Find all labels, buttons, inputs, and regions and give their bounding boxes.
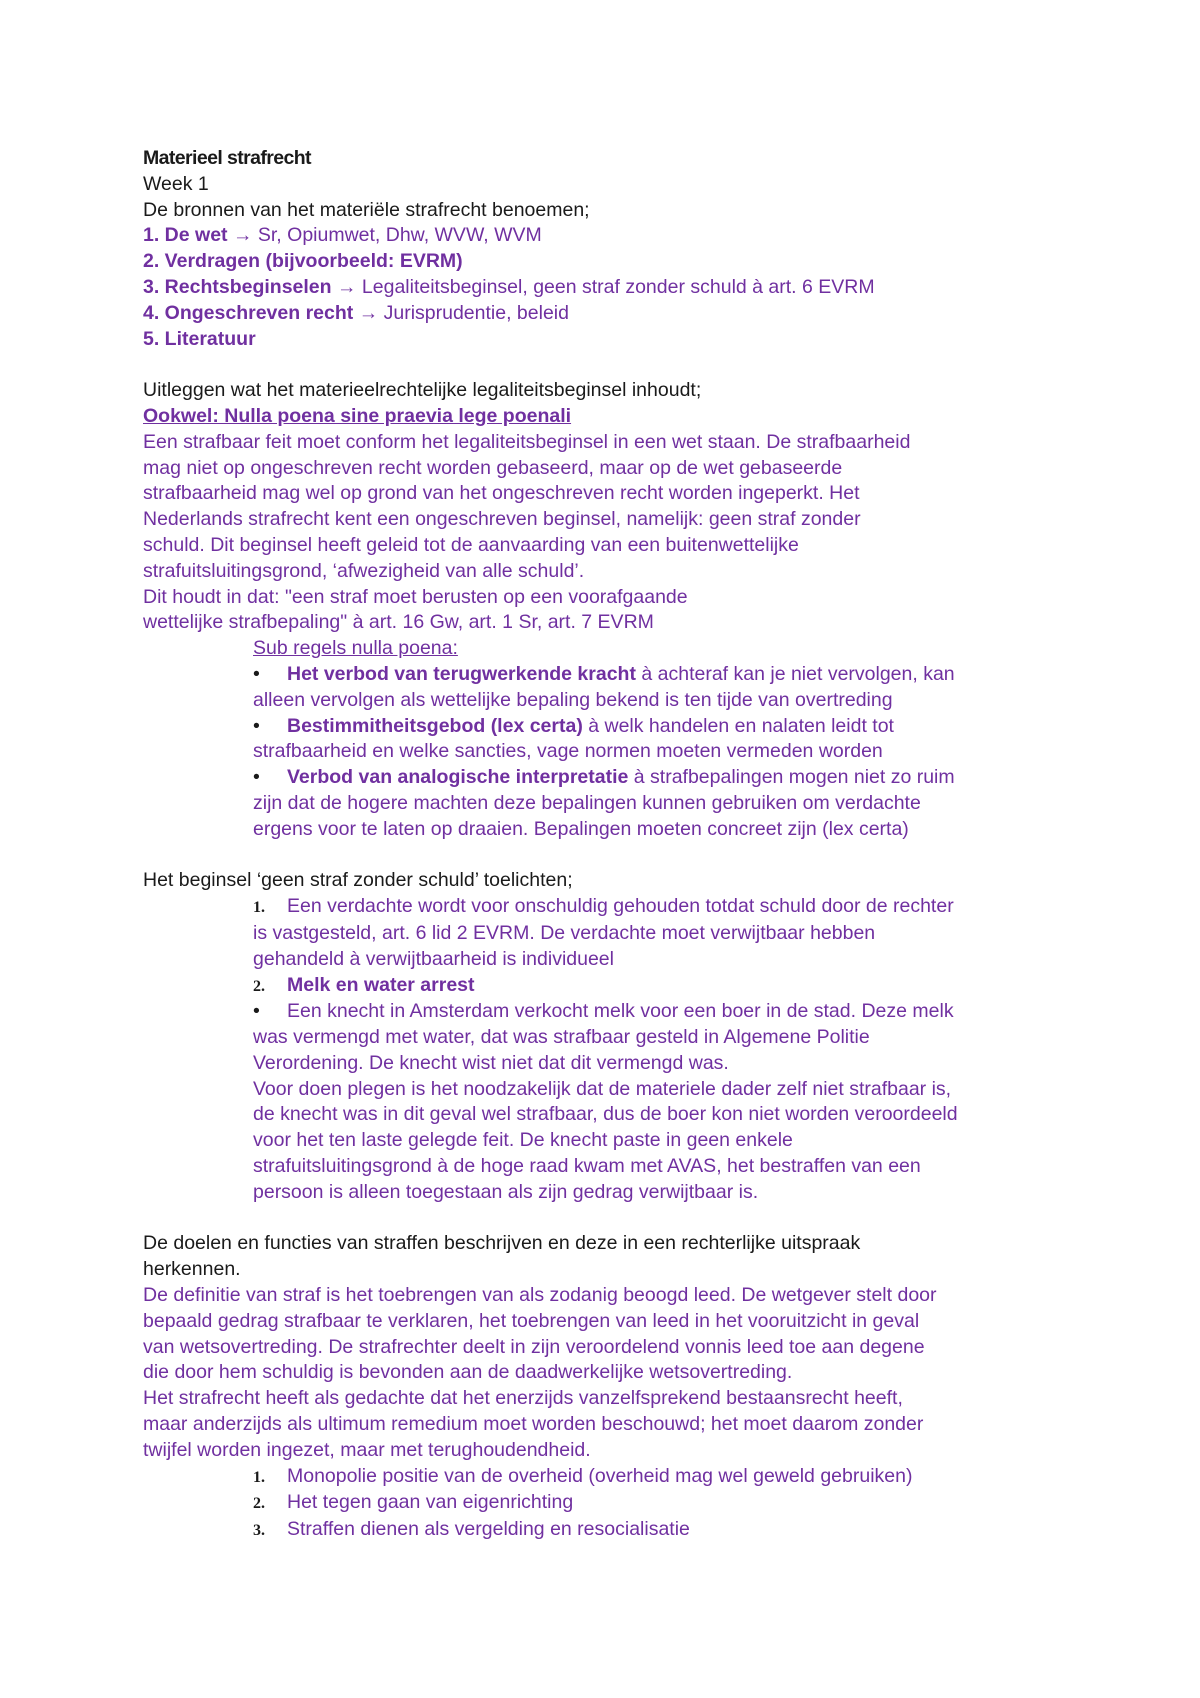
paragraph-line: strafbaarheid mag wel op grond van het ongeschreven recht worden ingeperkt. Het <box>143 482 860 505</box>
list-item <box>143 301 1073 327</box>
section-heading-goals-of-punishment: De doelen en functies van straffen beschrijven en deze in een rechterlijke uitspraak <box>143 1232 861 1255</box>
document-title: Materieel strafrecht <box>143 147 311 169</box>
item-text: Straffen dienen als vergelding en resocialisatie <box>287 1518 690 1541</box>
list-item-title: 5. Literatuur <box>143 327 256 350</box>
item-number: 1. <box>253 1468 265 1486</box>
paragraph-line: persoon is alleen toegestaan als zijn gedrag verwijtbaar is. <box>253 1180 759 1203</box>
paragraph-line: Een strafbaar feit moet conform het legaliteitsbeginsel in een wet staan. De strafbaarheid <box>143 430 911 453</box>
section-heading-legality: Uitleggen wat het materieelrechtelijke legaliteitsbeginsel inhoudt; <box>143 379 702 402</box>
numbered-item <box>143 894 1073 921</box>
bullet-title: Verbod van analogische interpretatie <box>287 766 629 789</box>
list-item-title: 2. Verdragen (bijvoorbeeld: EVRM) <box>143 250 463 273</box>
item-title: Melk en water arrest <box>287 973 475 996</box>
paragraph-line: voor het ten laste gelegde feit. De knecht paste in geen enkele <box>253 1129 793 1152</box>
item-continuation: is vastgesteld, art. 6 lid 2 EVRM. De verdachte moet verwijtbaar hebben <box>253 921 876 944</box>
list-item-text: → Legaliteitsbeginsel, geen straf zonder schuld à art. 6 EVRM <box>337 275 875 298</box>
bullet-title: Het verbod van terugwerkende kracht <box>287 662 636 685</box>
item-text: Monopolie positie van de overheid (overheid mag wel geweld gebruiken) <box>287 1464 913 1487</box>
numbered-item <box>143 1490 1073 1517</box>
bullet-continuation: strafbaarheid en welke sancties, vage normen moeten vermeden worden <box>253 740 883 763</box>
bullet-icon: • <box>253 714 260 737</box>
list-item-title: 1. De wet <box>143 224 228 247</box>
bullet-item <box>143 999 1073 1025</box>
list-item-text: → Jurisprudentie, beleid <box>358 301 569 324</box>
paragraph-line: mag niet op ongeschreven recht worden gebaseerd, maar op de wet gebaseerde <box>143 456 843 479</box>
paragraph-line: Nederlands strafrecht kent een ongeschreven beginsel, namelijk: geen straf zonder <box>143 508 861 531</box>
bullet-text: à strafbepalingen mogen niet zo ruim <box>628 766 955 789</box>
paragraph-gap <box>143 843 1073 869</box>
week-label: Week 1 <box>143 172 209 195</box>
bullet-continuation: was vermengd met water, dat was strafbaar gesteld in Algemene Politie <box>253 1026 870 1049</box>
bullet-continuation: alleen vervolgen als wettelijke bepaling bekend is ten tijde van overtreding <box>253 688 893 711</box>
bullet-title: Bestimmitheitsgebod (lex certa) <box>287 714 583 737</box>
section-heading-continuation: herkennen. <box>143 1258 241 1281</box>
bullet-item <box>143 765 1073 791</box>
latin-maxim: Ookwel: Nulla poena sine praevia lege poenali <box>143 404 572 427</box>
paragraph-gap <box>143 352 1073 378</box>
paragraph-line: De definitie van straf is het toebrengen van als zodanig beoogd leed. De wetgever stelt door <box>143 1284 937 1307</box>
item-number: 2. <box>253 1495 265 1513</box>
bullet-continuation: ergens voor te laten op draaien. Bepalingen moeten concreet zijn (lex certa) <box>253 817 909 840</box>
item-text: Het tegen gaan van eigenrichting <box>287 1491 574 1514</box>
list-item <box>143 327 1073 353</box>
paragraph-line: van wetsovertreding. De strafrechter deelt in zijn veroordelend vonnis leed toe aan degene <box>143 1335 925 1358</box>
paragraph-line: bepaald gedrag strafbaar te verklaren, het toebrengen van leed in het vooruitzicht in geval <box>143 1309 920 1332</box>
item-continuation: gehandeld à verwijtbaarheid is individueel <box>253 947 614 970</box>
paragraph-line: wettelijke strafbepaling" à art. 16 Gw, art. 1 Sr, art. 7 EVRM <box>143 611 654 634</box>
list-item-text: → Sr, Opiumwet, Dhw, WVW, WVM <box>232 224 542 247</box>
list-item <box>143 223 1073 249</box>
bullet-text: Een knecht in Amsterdam verkocht melk voor een boer in de stad. Deze melk <box>287 1000 954 1023</box>
numbered-item <box>143 973 1073 1000</box>
paragraph-line: de knecht was in dit geval wel strafbaar, dus de boer kon niet worden veroordeeld <box>253 1103 958 1126</box>
numbered-item <box>143 1517 1073 1544</box>
paragraph-line: die door hem schuldig is bevonden aan de daadwerkelijke wetsovertreding. <box>143 1361 793 1384</box>
item-number: 1. <box>253 899 265 917</box>
paragraph-line: Dit houdt in dat: "een straf moet berusten op een voorafgaande <box>143 585 688 608</box>
list-item <box>143 249 1073 275</box>
bullet-continuation: zijn dat de hogere machten deze bepalingen kunnen gebruiken om verdachte <box>253 791 921 814</box>
paragraph-line: Voor doen plegen is het noodzakelijk dat de materiele dader zelf niet strafbaar is, <box>253 1077 952 1100</box>
paragraph-line: Het strafrecht heeft als gedachte dat het enerzijds vanzelfsprekend bestaansrecht heeft, <box>143 1387 903 1410</box>
bullet-text: à achteraf kan je niet vervolgen, kan <box>635 662 955 685</box>
bullet-continuation: Verordening. De knecht wist niet dat dit vermengd was. <box>253 1051 729 1074</box>
item-number: 3. <box>253 1522 265 1540</box>
bullet-item <box>143 662 1073 688</box>
section-heading-sources: De bronnen van het materiële strafrecht benoemen; <box>143 198 590 221</box>
list-item <box>143 275 1073 301</box>
section-heading-no-punishment-without-guilt: Het beginsel ‘geen straf zonder schuld’ toelichten; <box>143 869 573 892</box>
sub-rules-heading: Sub regels nulla poena: <box>253 637 458 660</box>
paragraph-gap <box>143 1206 1073 1232</box>
bullet-icon: • <box>253 766 260 789</box>
numbered-item <box>143 1464 1073 1491</box>
paragraph-line: strafuitsluitingsgrond, ‘afwezigheid van alle schuld’. <box>143 559 585 582</box>
paragraph-line: schuld. Dit beginsel heeft geleid tot de aanvaarding van een buitenwettelijke <box>143 533 799 556</box>
item-number: 2. <box>253 977 265 995</box>
paragraph-line: strafuitsluitingsgrond à de hoge raad kwam met AVAS, het bestraffen van een <box>253 1155 921 1178</box>
list-item-title: 4. Ongeschreven recht <box>143 301 354 324</box>
bullet-icon: • <box>253 662 260 685</box>
bullet-item <box>143 714 1073 740</box>
paragraph-line: maar anderzijds als ultimum remedium moet worden beschouwd; het moet daarom zonder <box>143 1413 924 1436</box>
bullet-icon: • <box>253 1000 260 1023</box>
paragraph-line: twijfel worden ingezet, maar met terughoudendheid. <box>143 1438 591 1461</box>
list-item-title: 3. Rechtsbeginselen <box>143 275 332 298</box>
item-text: Een verdachte wordt voor onschuldig gehouden totdat schuld door de rechter <box>287 895 954 918</box>
bullet-text: à welk handelen en nalaten leidt tot <box>582 714 894 737</box>
document-body <box>143 146 1073 1544</box>
